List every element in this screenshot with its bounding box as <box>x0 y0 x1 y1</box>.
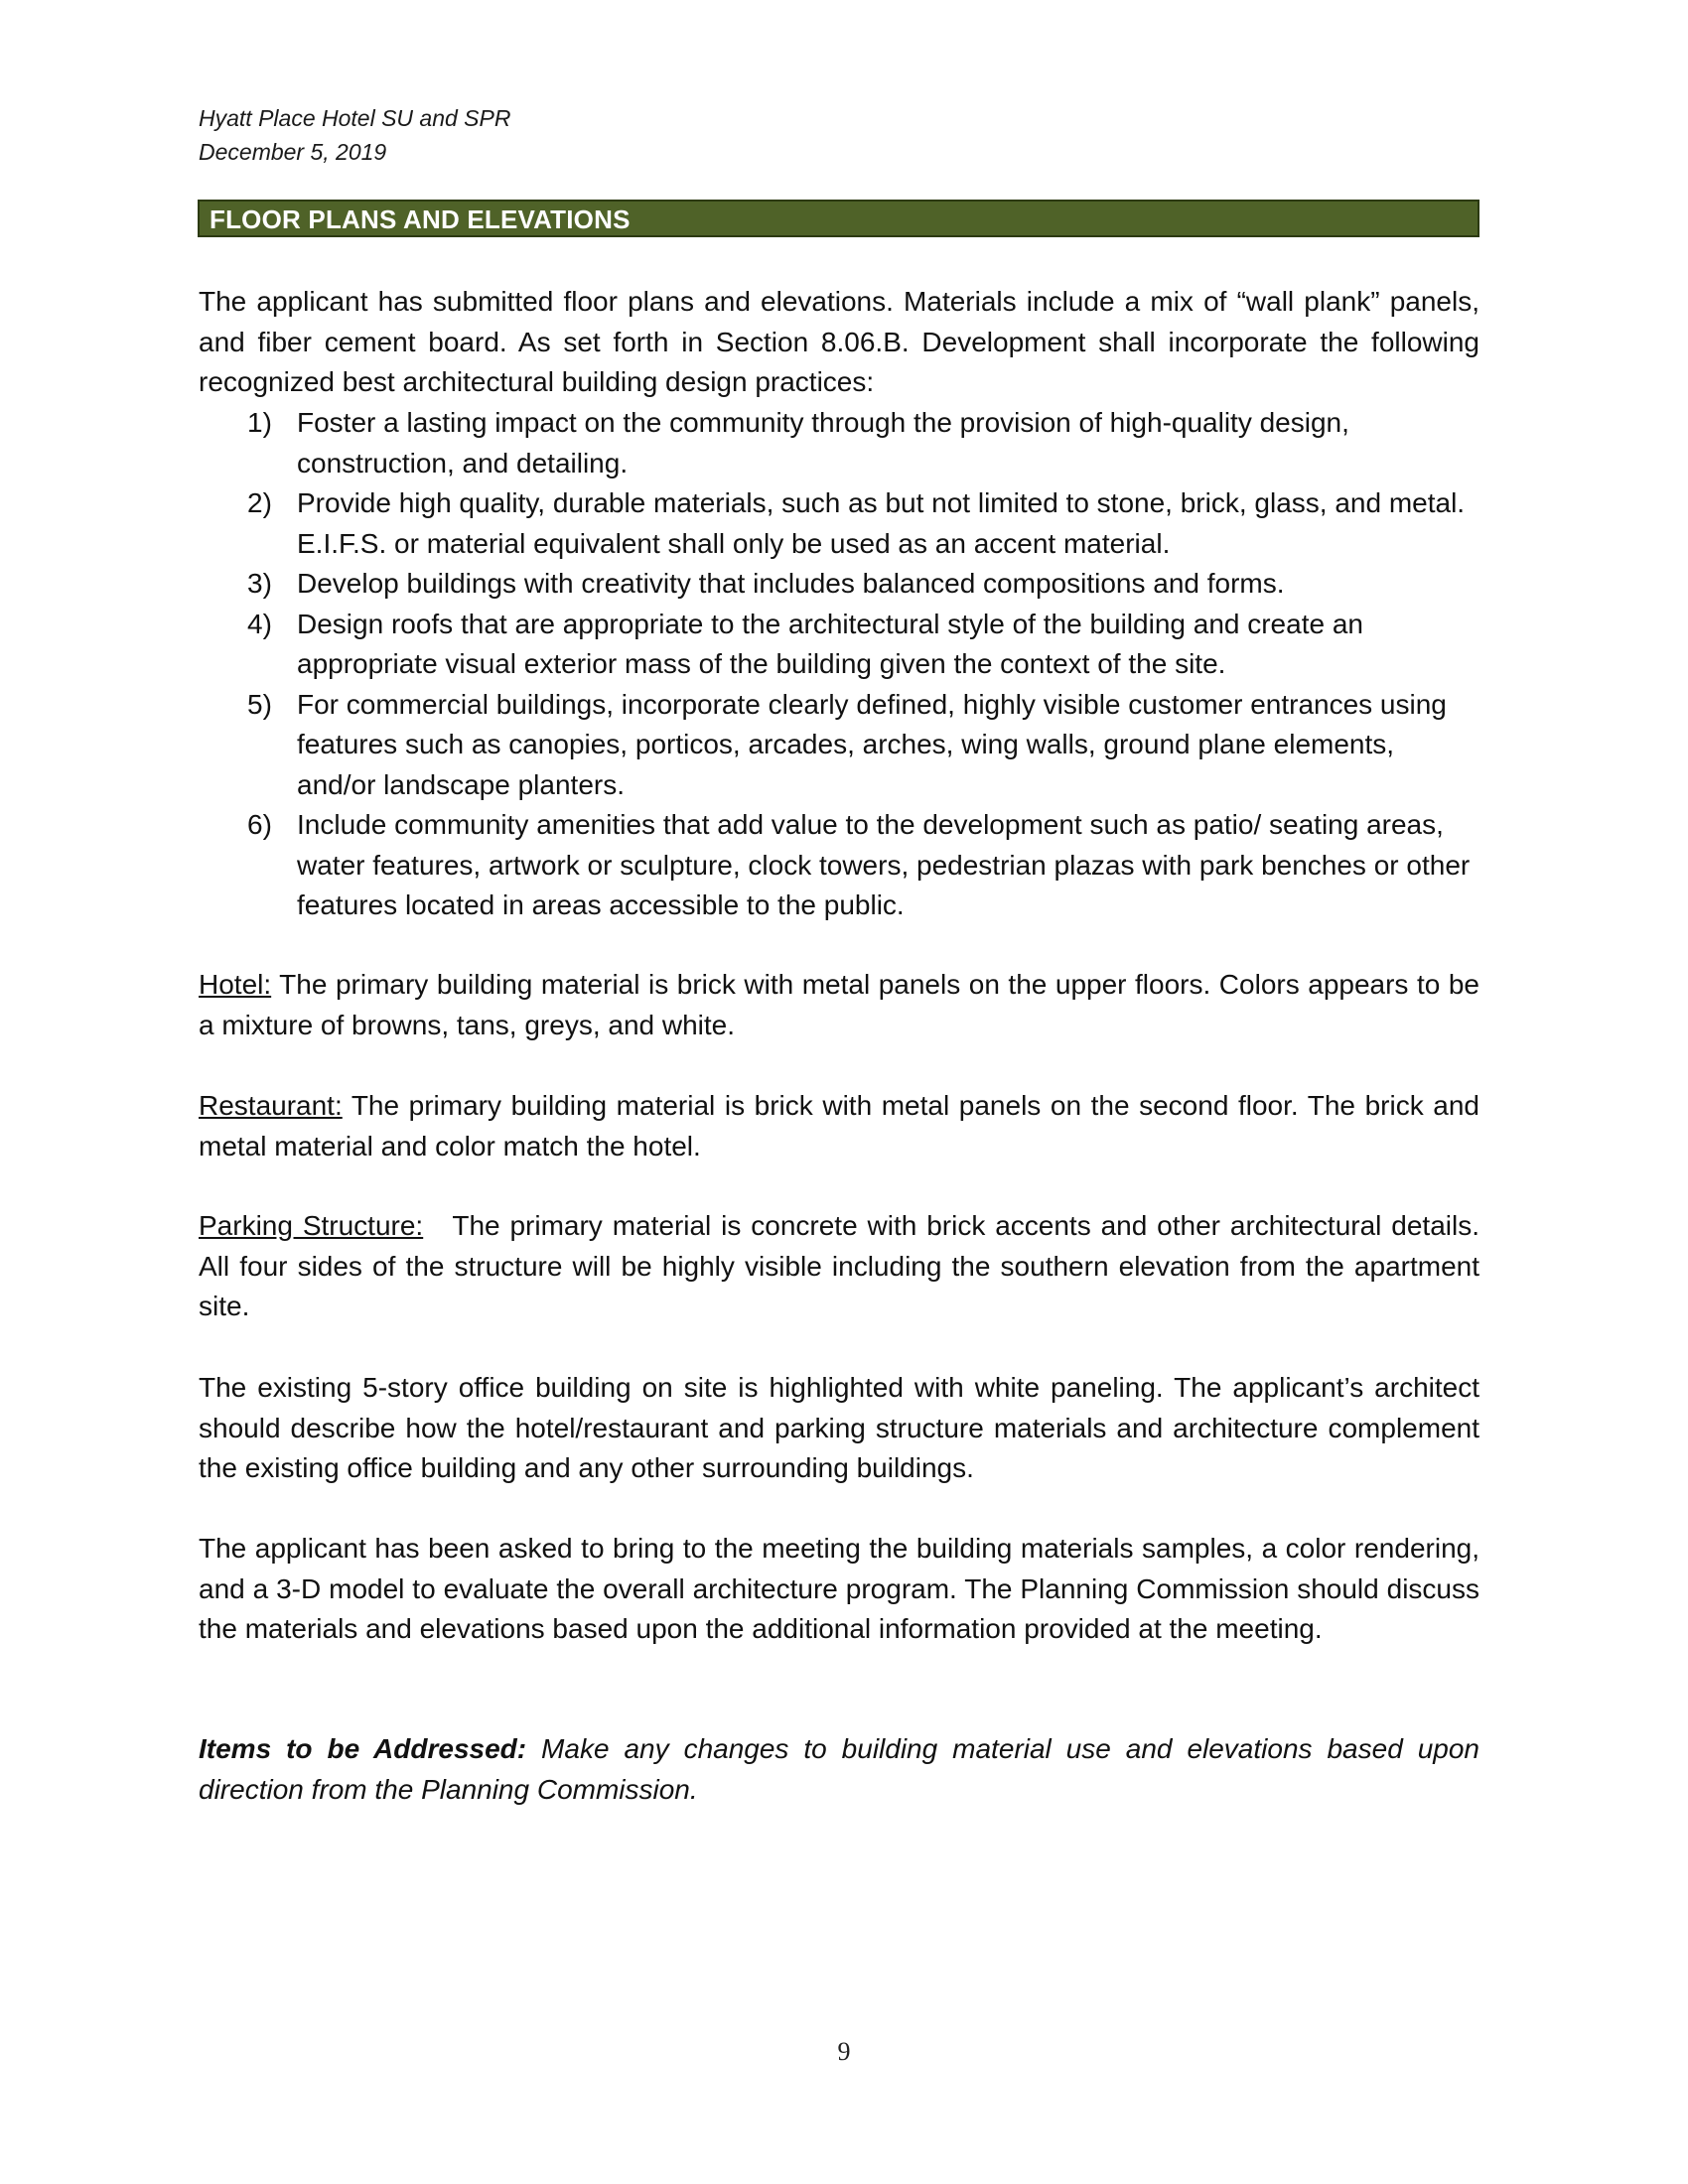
parking-structure-text: The primary material is concrete with brick accents and other architectural details. All four sides of the structure will be highly visible including the southern elevation from the apartment site. <box>199 1210 1495 1321</box>
list-item-text: Foster a lasting impact on the community through the provision of high-quality design, construction, and detailing. <box>297 407 1349 478</box>
items-to-address-label: Items to be Addressed: <box>199 1733 527 1764</box>
list-item-text: For commercial buildings, incorporate clearly defined, highly visible customer entrances using features such as canopies, porticos, arcades, arches, wing walls, ground plane elements, and/or landscape planters. <box>297 688 1447 800</box>
applicant-request-paragraph: The applicant has been asked to bring to the meeting the building materials samples, a color rendering, and a 3-D model to evaluate the overall architecture program. The Planning Commission should discuss the materials and elevations based upon the additional information provided at the meeting. <box>199 1533 1479 1644</box>
list-item <box>199 564 1479 605</box>
list-item-number: 1) <box>247 407 272 438</box>
restaurant-text: The primary building material is brick with metal panels on the second floor. The brick and metal material and color match the hotel. <box>199 1090 1479 1161</box>
section-heading-bar <box>198 200 1479 237</box>
header-project-title: Hyatt Place Hotel SU and SPR <box>199 105 511 131</box>
list-item-number: 6) <box>247 809 272 840</box>
list-item-number: 2) <box>247 487 272 518</box>
parking-structure-label: Parking Structure: <box>199 1210 424 1241</box>
items-to-address-paragraph <box>199 1729 1479 1810</box>
list-item-number: 5) <box>247 688 272 720</box>
design-practices-list <box>199 403 1479 926</box>
hotel-text: The primary building material is brick with metal panels on the upper floors. Colors appears to be a mixture of browns, tans, greys, and white. <box>199 969 1479 1040</box>
list-item <box>199 403 1479 483</box>
section-heading-title: FLOOR PLANS AND ELEVATIONS <box>210 205 631 234</box>
list-item <box>199 685 1479 806</box>
list-item-text: Provide high quality, durable materials, such as but not limited to stone, brick, glass, and metal. E.I.F.S. or material equivalent shall only be used as an accent material. <box>297 487 1466 559</box>
intro-paragraph: The applicant has submitted floor plans and elevations. Materials include a mix of “wall plank” panels, and fiber cement board. As set forth in Section 8.06.B. Development shall incorporate the following recognized best architectural building design practices: <box>199 286 1479 397</box>
items-to-address-text: Make any changes to building material use and elevations based upon direction from the Planning Commission. <box>199 1733 1480 1805</box>
restaurant-label: Restaurant: <box>199 1090 343 1121</box>
page-number: 9 <box>837 2037 851 2066</box>
hotel-label: Hotel: <box>199 969 272 1000</box>
restaurant-paragraph <box>199 1086 1479 1166</box>
header-date: December 5, 2019 <box>199 139 387 165</box>
list-item-text: Include community amenities that add value to the development such as patio/ seating areas, water features, artwork or sculpture, clock towers, pedestrian plazas with park benches or other features located in areas accessible to the public. <box>297 809 1471 920</box>
list-item <box>199 605 1479 685</box>
list-item <box>199 805 1479 926</box>
list-item-text: Design roofs that are appropriate to the architectural style of the building and create an appropriate visual exterior mass of the building given the context of the site. <box>297 608 1363 679</box>
hotel-paragraph <box>199 965 1479 1045</box>
running-header <box>199 101 510 169</box>
list-item <box>199 483 1479 564</box>
list-item-number: 4) <box>247 608 272 639</box>
list-item-text: Develop buildings with creativity that includes balanced compositions and forms. <box>297 568 1285 599</box>
existing-office-paragraph: The existing 5-story office building on site is highlighted with white paneling. The applicant’s architect should describe how the hotel/restaurant and parking structure materials and architecture complement the existing office building and any other surrounding buildings. <box>199 1372 1479 1483</box>
list-item-number: 3) <box>247 568 272 599</box>
parking-structure-paragraph <box>199 1206 1495 1327</box>
